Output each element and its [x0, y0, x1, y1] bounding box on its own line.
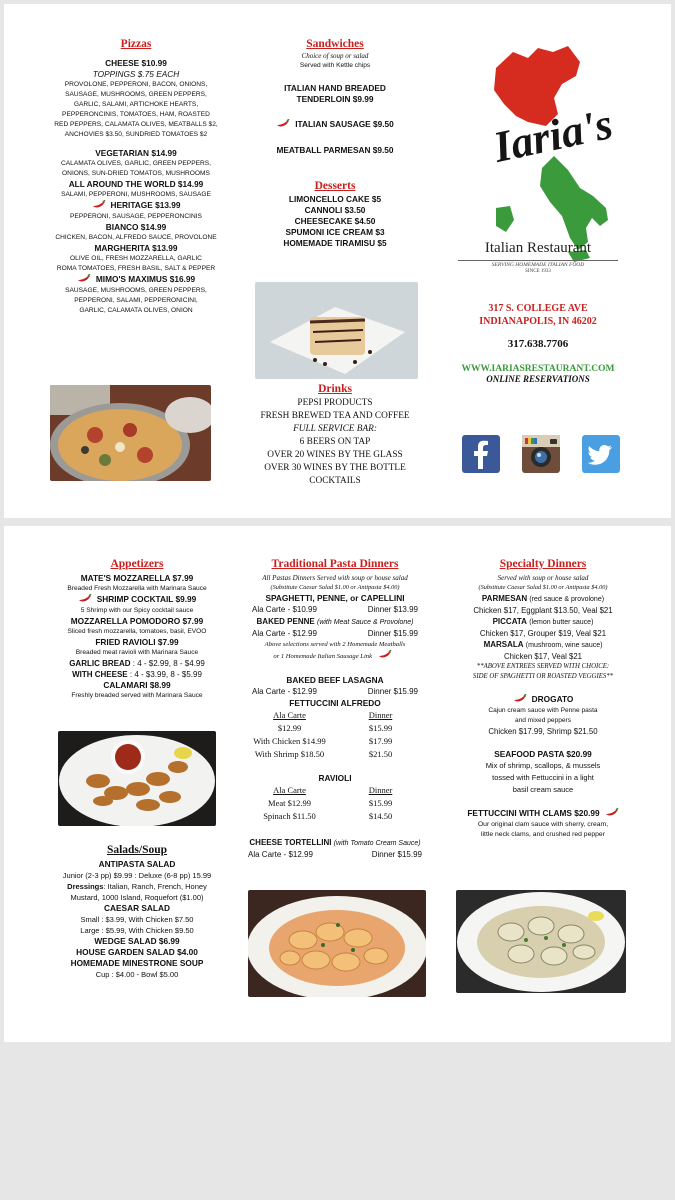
soup-minestrone: HOMEMADE MINESTRONE SOUP [70, 958, 204, 968]
pasta-note: (Substitute Caesar Salad $1.00 or Antipasta $4.00) [270, 584, 400, 591]
pizzas-title: Pizzas [120, 38, 152, 50]
sandwiches-sub: Choice of soup or salad [301, 52, 369, 60]
with-cheese-prices: : 4 - $3.99, 8 - $5.99 [129, 670, 202, 679]
marsala-note: (mushroom, wine sauce) [525, 642, 603, 649]
toppings-line: GARLIC, SALAMI, ARTICHOKE HEARTS, [73, 101, 199, 108]
dessert-item: SPUMONI ICE CREAM $3 [285, 227, 385, 237]
dressings-label: Dressings [67, 882, 104, 891]
alfredo-price-table [244, 709, 426, 761]
restaurant-logo [458, 38, 618, 278]
address-line1: 317 S. COLLEGE AVE [488, 303, 588, 314]
drinks-line: FULL SERVICE BAR: [293, 424, 377, 434]
spaghetti-alacarte: Ala Carte - $10.99 [252, 605, 317, 614]
dessert-item: CANNOLI $3.50 [304, 205, 366, 215]
chili-pepper-icon [78, 594, 92, 606]
ravioli-cell: $15.99 [368, 798, 393, 808]
specialty-piccata: PICCATA [492, 617, 527, 626]
piccata-note: (lemon butter sauce) [529, 619, 594, 626]
appetizer-mates: MATE'S MOZZARELLA $7.99 [80, 573, 194, 583]
logo-text: Iaria's [489, 99, 617, 172]
pasta-note: All Pastas Dinners Served with soup or house salad [262, 574, 408, 582]
alfredo-header: Ala Carte [273, 710, 306, 720]
drinks-line: FRESH BREWED TEA AND COFFEE [260, 411, 410, 421]
chili-pepper-icon [276, 119, 290, 131]
antipasta-prices: Junior (2-3 pp) $9.99 : Deluxe (6-8 pp) 15.99 [62, 871, 212, 880]
toppings-line: ANCHOVIES $3.50, SUNDRIED TOMATOES $2 [64, 131, 208, 138]
clams-desc: Our original clam sauce with sherry, cream, [477, 821, 609, 828]
specialty-seafood: SEAFOOD PASTA $20.99 [494, 749, 592, 759]
entrees-choice-2: SIDE OF SPAGHETTI OR ROASTED VEGGIES** [472, 673, 614, 680]
margherita-desc: ROMA TOMATOES, FRESH BASIL, SALT & PEPPER [56, 265, 216, 272]
appetizer-ravioli: FRIED RAVIOLI $7.99 [95, 637, 179, 647]
drinks-section [250, 383, 420, 488]
pasta-title: Traditional Pasta Dinners [271, 558, 399, 570]
appetizer-shrimp: SHRIMP COCKTAIL $9.99 [96, 594, 197, 604]
specialty-drogato: DROGATO [531, 694, 574, 704]
drogato-desc: and mixed peppers [514, 717, 572, 724]
tortellini-alacarte: Ala Carte - $12.99 [248, 850, 313, 859]
chili-pepper-icon [513, 694, 527, 706]
alfredo-cell: $21.50 [368, 749, 393, 759]
twitter-icon[interactable] [582, 435, 620, 473]
drogato-prices: Chicken $17.99, Shrimp $21.50 [488, 727, 598, 736]
appetizer-pomodoro: MOZZARELLA POMODORO $7.99 [70, 616, 204, 626]
specialty-parmesan: PARMESAN [481, 594, 528, 603]
drinks-line: PEPSI PRODUCTS [297, 398, 373, 408]
seafood-desc: basil cream sauce [512, 785, 574, 794]
appetizer-desc: Breaded Fresh Mozzarella with Marinara Sauce [67, 585, 207, 592]
calamari-photo [58, 731, 216, 826]
phone-number: 317.638.7706 [507, 338, 569, 350]
toppings-line: SAUSAGE, MUSHROOMS, GREEN PEPPERS, [65, 91, 207, 98]
drinks-line: OVER 30 WINES BY THE BOTTLE [264, 463, 406, 473]
spaghetti-dinner: Dinner $13.99 [367, 605, 418, 614]
menu-page-2 [4, 526, 671, 1042]
appetizer-desc: Breaded meat ravioli with Marinara Sauce [75, 649, 199, 656]
mimos-desc: SAUSAGE, MUSHROOMS, GREEN PEPPERS, [65, 287, 207, 294]
parmesan-prices: Chicken $17, Eggplant $13.50, Veal $21 [473, 606, 613, 615]
pasta-spaghetti: SPAGHETTI, PENNE, or CAPELLINI [265, 593, 405, 603]
toppings-line: PROVOLONE, PEPPERONI, BACON, ONIONS, [64, 81, 208, 88]
appetizers-section [44, 558, 230, 701]
above-selections-2: or 1 Homemade Italian Sausage Link [273, 653, 373, 660]
salad-antipasta: ANTIPASTA SALAD [98, 859, 176, 869]
alfredo-cell: $15.99 [368, 723, 393, 733]
ravioli-header: Dinner [368, 785, 393, 795]
dressings-list: : Italian, Ranch, French, Honey [103, 882, 207, 891]
pasta-tortellini: CHEESE TORTELLINI [249, 838, 332, 847]
drinks-line: COCKTAILS [309, 476, 361, 486]
dessert-item: LIMONCELLO CAKE $5 [288, 194, 382, 204]
specialty-note: (Substitute Caesar Salad $1.00 or Antipasta $4.00) [478, 584, 608, 591]
alfredo-header: Dinner [368, 710, 393, 720]
toppings-line: RED PEPPERS, CALAMATA OLIVES, MEATBALLS $2, [54, 121, 218, 128]
with-cheese-label: WITH CHEESE [72, 670, 128, 679]
ravioli-header: Ala Carte [273, 785, 306, 795]
specialty-note: Served with soup or house salad [497, 574, 589, 582]
ravioli-price-table [244, 784, 426, 823]
pizza-bianco: BIANCO $14.99 [105, 222, 167, 232]
margherita-desc: OLIVE OIL, FRESH MOZZARELLA, GARLIC [70, 255, 202, 262]
mimos-desc: GARLIC, CALAMATA OLIVES, ONION [79, 307, 193, 314]
pizza-mimos: MIMO'S MAXIMUS $16.99 [95, 274, 196, 284]
contact-info [458, 302, 618, 384]
seafood-desc: Mix of shrimp, scallops, & mussels [485, 761, 601, 770]
ravioli-cell: Meat $12.99 [268, 798, 311, 808]
drinks-line: OVER 20 WINES BY THE GLASS [267, 450, 403, 460]
drogato-desc: Cajun cream sauce with Penne pasta [488, 707, 598, 714]
chili-pepper-icon [92, 200, 106, 212]
appetizers-title: Appetizers [110, 558, 164, 570]
salad-house: HOUSE GARDEN SALAD $4.00 [76, 947, 198, 957]
clams-desc: little neck clams, and crushed red pepper [481, 831, 605, 838]
chili-pepper-icon [378, 650, 392, 663]
salads-section [40, 844, 234, 980]
alfredo-cell: With Chicken $14.99 [253, 736, 326, 746]
salads-title: Salads/Soup [106, 844, 168, 856]
above-selections: Above selections served with 2 Homemade Meatballs [264, 641, 406, 648]
ravioli-cell: $14.50 [368, 811, 393, 821]
appetizer-desc: Freshly breaded served with Marinara Sauce [71, 692, 203, 699]
caesar-small: Small : $3.99, With Chicken $7.50 [80, 915, 194, 924]
sandwiches-sub: Served with Kettle chips [299, 62, 371, 69]
pizza-vegetarian: VEGETARIAN $14.99 [95, 148, 177, 158]
specialty-title: Specialty Dinners [499, 558, 587, 570]
logo-tagline: SERVING HOMEMADE ITALIAN FOOD [458, 260, 618, 268]
drinks-title: Drinks [318, 383, 352, 395]
appetizer-desc: 5 Shrimp with our Spicy cocktail sauce [80, 607, 194, 614]
specialty-clams: FETTUCCINI WITH CLAMS $20.99 [467, 808, 600, 818]
garlic-bread-prices: : 4 - $2.99, 8 - $4.99 [132, 659, 205, 668]
facebook-icon[interactable] [462, 435, 500, 473]
parmesan-note: (red sauce & provolone) [529, 596, 605, 603]
sandwich-tenderloin-price: TENDERLOIN $9.99 [296, 94, 374, 104]
pasta-baked-penne: BAKED PENNE [256, 617, 315, 626]
alfredo-cell: With Shrimp $18.50 [254, 749, 325, 759]
desserts-title: Desserts [314, 180, 356, 192]
website-link[interactable]: WWW.IARIASRESTAURANT.COM [461, 364, 615, 374]
appetizer-desc: Sliced fresh mozzarella, tomatoes, basil, EVOO [67, 628, 207, 635]
pizzas-section [42, 38, 230, 316]
pasta-lasagna: BAKED BEEF LASAGNA [286, 675, 384, 685]
pasta-ravioli: RAVIOLI [318, 773, 352, 783]
chili-pepper-icon [77, 274, 91, 286]
heritage-desc: PEPPERONI, SAUSAGE, PEPPERONCINIS [70, 213, 202, 220]
baked-penne-note: (with Meat Sauce & Provolone) [316, 619, 414, 626]
sandwich-meatball: MEATBALL PARMESAN $9.50 [276, 145, 394, 155]
sandwiches-title: Sandwiches [306, 38, 364, 50]
toppings-line: PEPPERONCINIS, TOMATOES, HAM, ROASTED [62, 111, 210, 118]
pasta-alfredo: FETTUCCINI ALFREDO [289, 698, 381, 708]
vegetarian-desc: ONIONS, SUN-DRIED TOMATOS, MUSHROOMS [62, 170, 210, 177]
tortellini-photo [248, 890, 426, 997]
bianco-desc: CHICKEN, BACON, ALFREDO SAUCE, PROVOLONE [55, 234, 217, 241]
around-desc: SALAMI, PEPPERONI, MUSHROOMS, SAUSAGE [61, 191, 211, 198]
salad-wedge: WEDGE SALAD $6.99 [94, 936, 180, 946]
mimos-desc: PEPPERONI, SALAMI, PEPPERONICINI, [74, 297, 198, 304]
pizza-cheese: CHEESE $10.99 [105, 58, 167, 68]
sandwich-sausage: ITALIAN SAUSAGE $9.50 [295, 119, 394, 129]
dressings-list-2: Mustard, 1000 Island, Roquefort ($1.00) [70, 893, 204, 902]
ravioli-cell: Spinach $11.50 [263, 811, 316, 821]
clams-photo [456, 890, 626, 993]
chili-pepper-icon [605, 808, 619, 820]
piccata-prices: Chicken $17, Grouper $19, Veal $21 [479, 629, 607, 638]
tortellini-dinner: Dinner $15.99 [371, 850, 422, 859]
vegetarian-desc: CALAMATA OLIVES, GARLIC, GREEN PEPPERS, [61, 160, 211, 167]
lasagna-alacarte: Ala Carte - $12.99 [252, 687, 317, 696]
garlic-bread-label: GARLIC BREAD [69, 659, 131, 668]
lasagna-dinner: Dinner $15.99 [367, 687, 418, 696]
online-reservations[interactable]: ONLINE RESERVATIONS [486, 374, 590, 384]
dessert-item: HOMEMADE TIRAMISU $5 [283, 238, 387, 248]
menu-page-1 [4, 4, 671, 518]
entrees-choice: **ABOVE ENTREES SERVED WITH CHOICE: [476, 663, 610, 670]
appetizer-calamari: CALAMARI $8.99 [103, 680, 171, 690]
marsala-prices: Chicken $17, Veal $21 [503, 652, 583, 661]
pizza-heritage: HERITAGE $13.99 [110, 200, 181, 210]
pasta-section [244, 558, 426, 861]
specialty-section [450, 558, 636, 840]
dessert-photo [255, 282, 418, 379]
dessert-item: CHEESECAKE $4.50 [294, 216, 376, 226]
tortellini-note: (with Tomato Cream Sauce) [333, 840, 421, 847]
alfredo-cell: $17.99 [368, 736, 393, 746]
salad-caesar: CAESAR SALAD [104, 903, 170, 913]
toppings-label: TOPPINGS $.75 EACH [92, 69, 180, 79]
sandwich-tenderloin: ITALIAN HAND BREADED [284, 83, 386, 93]
seafood-desc: tossed with Fettuccini in a light [492, 773, 594, 782]
instagram-icon[interactable] [522, 435, 560, 473]
drinks-line: 6 BEERS ON TAP [299, 437, 371, 447]
pizza-margherita: MARGHERITA $13.99 [94, 243, 178, 253]
logo-since: SINCE 1933 [525, 269, 551, 274]
soup-prices: Cup : $4.00 - Bowl $5.00 [95, 970, 179, 979]
sandwiches-section [250, 38, 420, 249]
pizza-around: ALL AROUND THE WORLD $14.99 [68, 179, 204, 189]
logo-subtitle: Italian Restaurant [484, 240, 592, 256]
address-line2: INDIANAPOLIS, IN 46202 [479, 316, 597, 327]
alfredo-cell: $12.99 [277, 723, 302, 733]
specialty-marsala: MARSALA [483, 640, 524, 649]
penne-alacarte: Ala Carte - $12.99 [252, 629, 317, 638]
penne-dinner: Dinner $15.99 [367, 629, 418, 638]
caesar-large: Large : $5.99, With Chicken $9.50 [80, 926, 194, 935]
pizza-photo [50, 385, 211, 481]
